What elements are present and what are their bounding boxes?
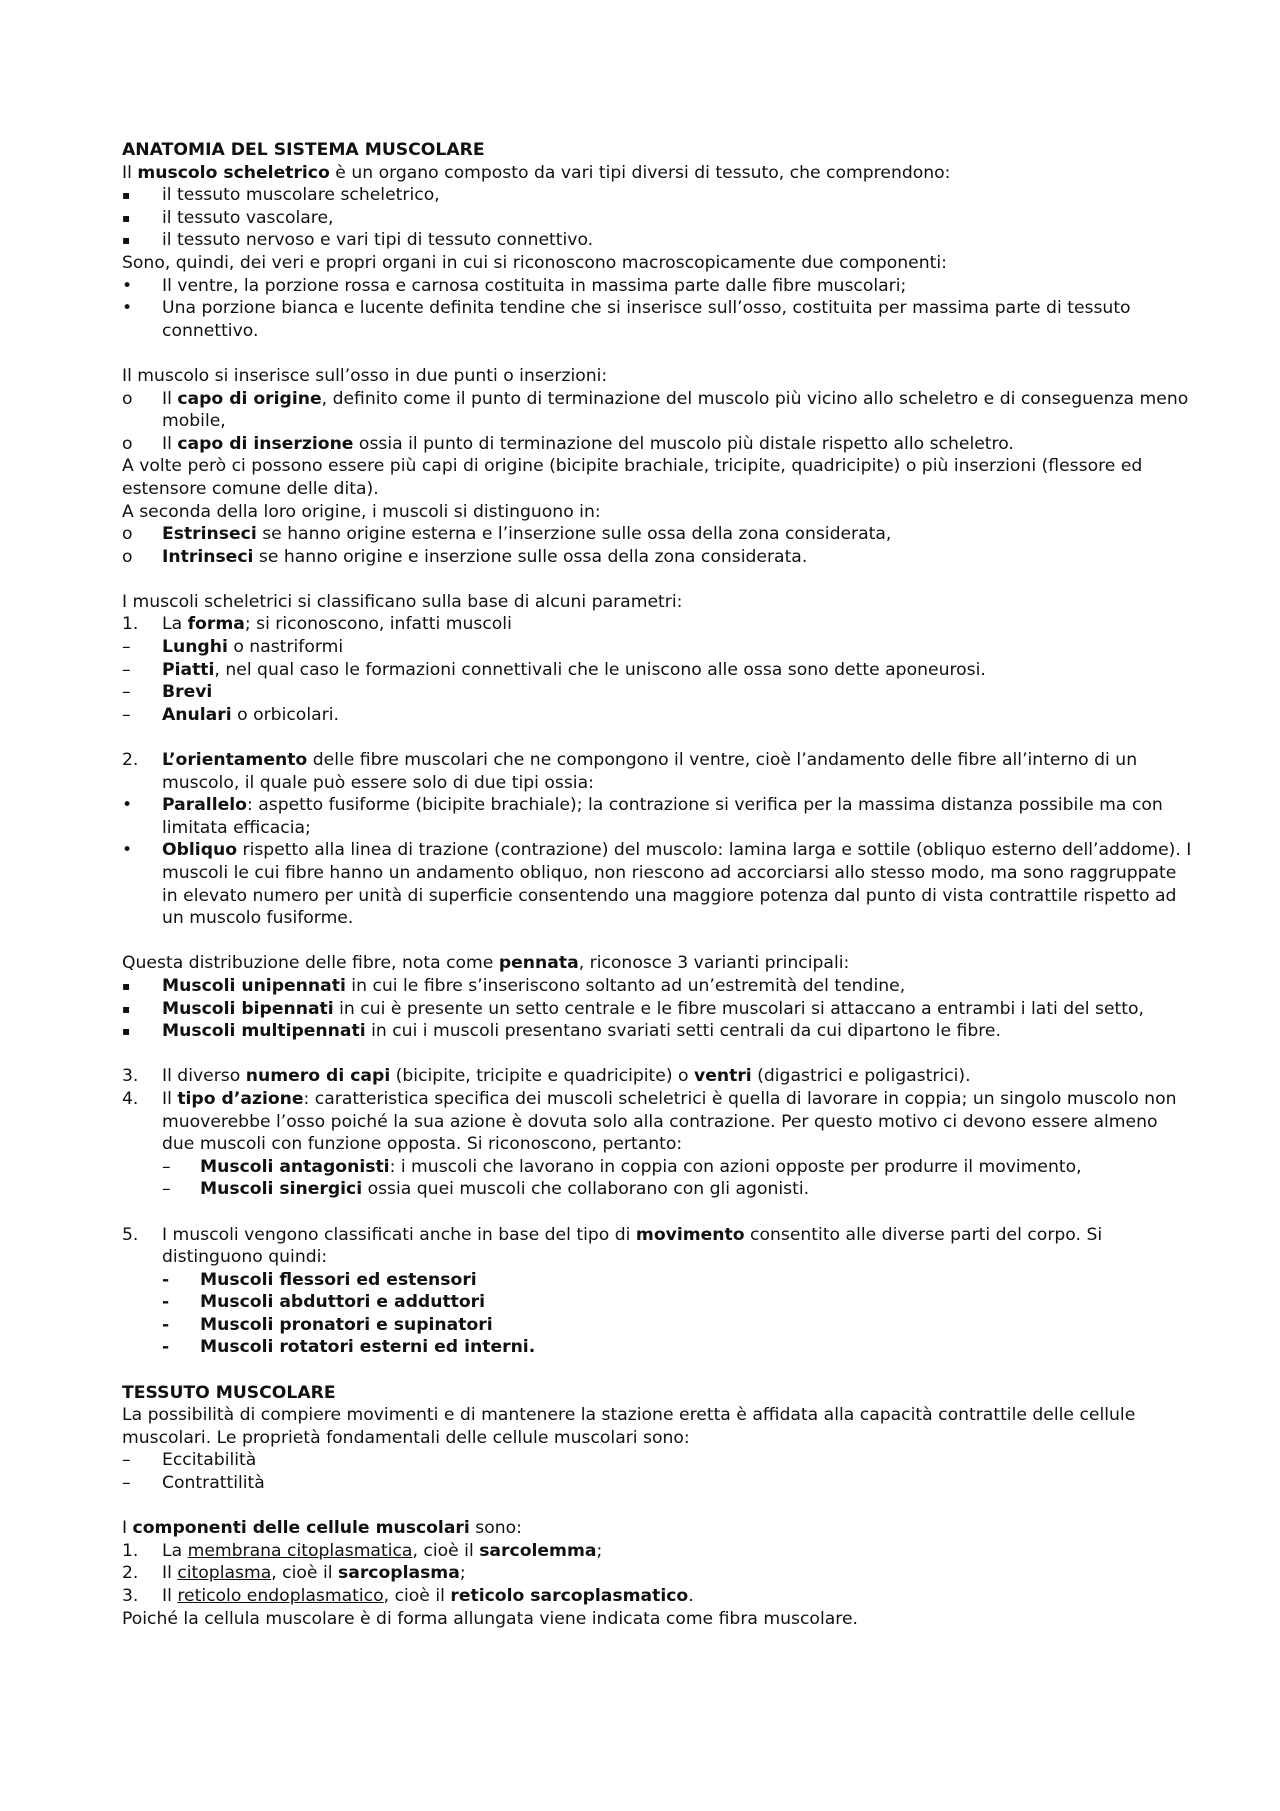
section-title-tissue: TESSUTO MUSCOLARE: [122, 1382, 336, 1403]
hyphen-bullet-icon: -: [162, 1269, 170, 1290]
list-item-pennate: ▪ Muscoli bipennati in cui è presente un setto centrale e le fibre muscolari si attaccano a entrambi i lati del setto,: [122, 998, 1145, 1019]
list-item-component: • Il ventre, la porzione rossa e carnosa costituita in massima parte dalle fibre muscolari;: [122, 275, 907, 296]
list-item-orientation: • Parallelo: aspetto fusiforme (bicipite brachiale); la contrazione si verifica per la massima distanza possibile ma con limitata efficacia;: [122, 795, 1163, 838]
list-item-movement: - Muscoli abduttori e adduttori: [162, 1292, 486, 1313]
document-body: [122, 139, 1192, 1630]
dash-bullet-icon: –: [122, 1450, 131, 1471]
list-item-tissue: ▪ il tessuto vascolare,: [122, 207, 334, 228]
numbered-item-orientation: 2. L’orientamento delle fibre muscolari che ne compongono il ventre, cioè l’andamento delle fibre all’interno di un muscolo, il quale può essere solo di due tipi ossia:: [122, 750, 1138, 793]
list-item-insertion: o Il capo di origine, definito come il punto di terminazione del muscolo più vicino allo scheletro e di conseguenza meno mobile,: [122, 388, 1189, 432]
square-bullet-icon: ▪: [122, 210, 131, 225]
list-item-action: – Muscoli sinergici ossia quei muscoli che collaborano con gli agonisti.: [162, 1179, 810, 1200]
numbered-item-cell-component: 1. La membrana citoplasmatica, cioè il sarcolemma;: [122, 1540, 603, 1561]
list-item-form: – Brevi: [122, 682, 213, 703]
multi-origin-paragraph: A volte però ci possono essere più capi di origine (bicipite brachiale, tricipite, quadricipite) o più inserzioni (flessore ed estensore comune delle dita).: [122, 456, 1143, 499]
hyphen-bullet-icon: -: [162, 1337, 170, 1358]
list-item-movement: - Muscoli rotatori esterni ed interni.: [162, 1337, 536, 1358]
bullet-icon: •: [122, 298, 133, 319]
list-item-property: – Contrattilità: [122, 1473, 265, 1494]
list-item-insertion: o Il capo di inserzione ossia il punto di terminazione del muscolo più distale rispetto allo scheletro.: [122, 433, 1014, 454]
list-item-movement: - Muscoli pronatori e supinatori: [162, 1314, 493, 1335]
dash-bullet-icon: –: [122, 637, 131, 658]
bullet-icon: •: [122, 795, 133, 816]
dash-bullet-icon: –: [162, 1156, 171, 1177]
dash-bullet-icon: –: [122, 682, 131, 703]
square-bullet-icon: ▪: [122, 188, 131, 203]
numbered-item-form: 1. La forma; si riconoscono, infatti muscoli: [122, 614, 512, 635]
square-bullet-icon: ▪: [122, 233, 131, 248]
list-item-pennate: ▪ Muscoli multipennati in cui i muscoli presentano svariati setti centrali da cui dipartono le fibre.: [122, 1021, 1001, 1042]
numbered-item-heads: 3. Il diverso numero di capi (bicipite, tricipite e quadricipite) o ventri (digastrici e poligastrici).: [122, 1066, 971, 1087]
intro-paragraph: Il muscolo scheletrico è un organo composto da vari tipi diversi di tessuto, che comprendono:: [122, 162, 951, 183]
list-item-origin: o Intrinseci se hanno origine e inserzione sulle ossa della zona considerata.: [122, 546, 808, 567]
dash-bullet-icon: –: [162, 1179, 171, 1200]
classification-intro: I muscoli scheletrici si classificano sulla base di alcuni parametri:: [122, 591, 683, 612]
list-item-movement: - Muscoli flessori ed estensori: [162, 1269, 477, 1290]
list-item-property: – Eccitabilità: [122, 1450, 257, 1471]
square-bullet-icon: ▪: [122, 1024, 131, 1039]
list-item-tissue: ▪ il tessuto muscolare scheletrico,: [122, 185, 440, 206]
hyphen-bullet-icon: -: [162, 1292, 170, 1313]
circle-bullet-icon: o: [122, 524, 133, 545]
circle-bullet-icon: o: [122, 433, 133, 454]
square-bullet-icon: ▪: [122, 978, 131, 993]
list-item-tissue: ▪ il tessuto nervoso e vari tipi di tessuto connettivo.: [122, 230, 594, 251]
hyphen-bullet-icon: -: [162, 1314, 170, 1335]
bullet-icon: •: [122, 275, 133, 296]
components-intro: Sono, quindi, dei veri e propri organi in cui si riconoscono macroscopicamente due componenti:: [122, 252, 947, 273]
list-item-form: – Piatti, nel qual caso le formazioni connettivali che le uniscono alle ossa sono dette aponeurosi.: [122, 659, 986, 680]
tissue-paragraph: La possibilità di compiere movimenti e di mantenere la stazione eretta è affidata alla capacità contrattile delle cellule muscolari. Le proprietà fondamentali delle cellule muscolari sono:: [122, 1405, 1136, 1448]
list-item-action: – Muscoli antagonisti: i muscoli che lavorano in coppia con azioni opposte per produrre il movimento,: [162, 1156, 1082, 1177]
cell-components-intro: I componenti delle cellule muscolari sono:: [122, 1518, 522, 1539]
dash-bullet-icon: –: [122, 1473, 131, 1494]
dash-bullet-icon: –: [122, 659, 131, 680]
final-paragraph: Poiché la cellula muscolare è di forma allungata viene indicata come fibra muscolare.: [122, 1608, 858, 1629]
pennate-intro: Questa distribuzione delle fibre, nota come pennata, riconosce 3 varianti principali:: [122, 953, 850, 974]
list-item-pennate: ▪ Muscoli unipennati in cui le fibre s’inseriscono soltanto ad un’estremità del tendine,: [122, 975, 906, 996]
circle-bullet-icon: o: [122, 388, 133, 409]
origin-intro: A seconda della loro origine, i muscoli si distinguono in:: [122, 501, 601, 522]
bullet-icon: •: [122, 840, 133, 861]
numbered-item-cell-component: 2. Il citoplasma, cioè il sarcoplasma;: [122, 1563, 466, 1584]
list-item-origin: o Estrinseci se hanno origine esterna e l’inserzione sulle ossa della zona considerata,: [122, 524, 892, 545]
list-item-form: – Anulari o orbicolari.: [122, 704, 339, 725]
numbered-item-movement: 5. I muscoli vengono classificati anche in base del tipo di movimento consentito alle diverse parti del corpo. Si distinguono quindi:: [122, 1224, 1103, 1268]
list-item-orientation: • Obliquo rispetto alla linea di trazione (contrazione) del muscolo: lamina larga e sottile (obliquo esterno dell’addome). I muscoli le cui fibre hanno un andamento obliquo, non riescono ad accorciarsi allo stesso modo, ma sono raggruppate in elevato numero per unità di superficie consentendo una maggiore potenza dal punto di vista contrattile rispetto ad un muscolo fusiforme.: [122, 840, 1192, 929]
section-title-anatomy: ANATOMIA DEL SISTEMA MUSCOLARE: [122, 140, 485, 160]
list-item-component: • Una porzione bianca e lucente definita tendine che si inserisce sull’osso, costituita per massima parte di tessuto connettivo.: [122, 298, 1131, 341]
dash-bullet-icon: –: [122, 704, 131, 725]
circle-bullet-icon: o: [122, 546, 133, 567]
numbered-item-action: 4. Il tipo d’azione: caratteristica specifica dei muscoli scheletrici è quella di lavorare in coppia; un singolo muscolo non muoverebbe l’osso poiché la sua azione è dovuta solo alla contrazione. Per questo motivo ci devono essere almeno due muscoli con funzione opposta. Si riconoscono, pertanto:: [122, 1088, 1177, 1155]
square-bullet-icon: ▪: [122, 1001, 131, 1016]
list-item-form: – Lunghi o nastriformi: [122, 637, 344, 658]
numbered-item-cell-component: 3. Il reticolo endoplasmatico, cioè il reticolo sarcoplasmatico.: [122, 1586, 694, 1606]
insertion-intro: Il muscolo si inserisce sull’osso in due punti o inserzioni:: [122, 365, 608, 386]
